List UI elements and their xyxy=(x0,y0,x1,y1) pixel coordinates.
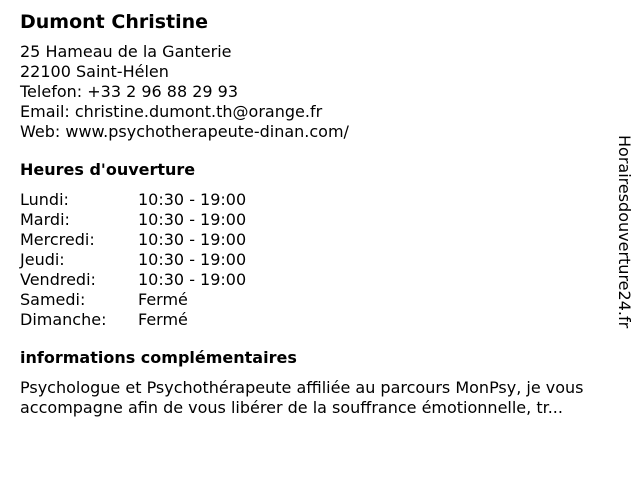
hours-row-monday xyxy=(20,190,620,210)
web-line: Web: www.psychotherapeute-dinan.com/ xyxy=(20,122,349,141)
brand-watermark: Horairesdouverture24.fr xyxy=(615,135,634,329)
hours-row-wednesday xyxy=(20,230,620,250)
email-line: Email: christine.dumont.th@orange.fr xyxy=(20,102,323,121)
hours-time: 10:30 - 19:00 xyxy=(138,210,247,229)
hours-time: Fermé xyxy=(138,290,188,309)
hours-row-thursday xyxy=(20,250,620,270)
hours-row-tuesday xyxy=(20,210,620,230)
hours-time: Fermé xyxy=(138,310,188,329)
address-line-2: 22100 Saint-Hélen xyxy=(20,62,169,81)
hours-day: Samedi: xyxy=(20,290,86,309)
hours-day: Mardi: xyxy=(20,210,70,229)
hours-day: Vendredi: xyxy=(20,270,96,289)
hours-day: Mercredi: xyxy=(20,230,95,249)
business-name: Dumont Christine xyxy=(20,11,209,33)
info-heading: informations complémentaires xyxy=(20,348,297,367)
business-card xyxy=(20,10,620,418)
address-line-1: 25 Hameau de la Ganterie xyxy=(20,42,232,61)
hours-day: Lundi: xyxy=(20,190,69,209)
hours-row-sunday xyxy=(20,310,620,330)
hours-time: 10:30 - 19:00 xyxy=(138,230,247,249)
info-description: Psychologue et Psychothérapeute affiliée au parcours MonPsy, je vous accompagne afin de vous libérer de la souffrance émotionnelle, tr... xyxy=(20,378,584,417)
hours-day: Jeudi: xyxy=(20,250,65,269)
phone-line: Telefon: +33 2 96 88 29 93 xyxy=(20,82,239,101)
hours-time: 10:30 - 19:00 xyxy=(138,250,247,269)
hours-time: 10:30 - 19:00 xyxy=(138,270,247,289)
hours-heading: Heures d'ouverture xyxy=(20,160,196,179)
hours-row-saturday xyxy=(20,290,620,310)
hours-day: Dimanche: xyxy=(20,310,107,329)
hours-time: 10:30 - 19:00 xyxy=(138,190,247,209)
hours-list xyxy=(20,190,620,330)
hours-row-friday xyxy=(20,270,620,290)
